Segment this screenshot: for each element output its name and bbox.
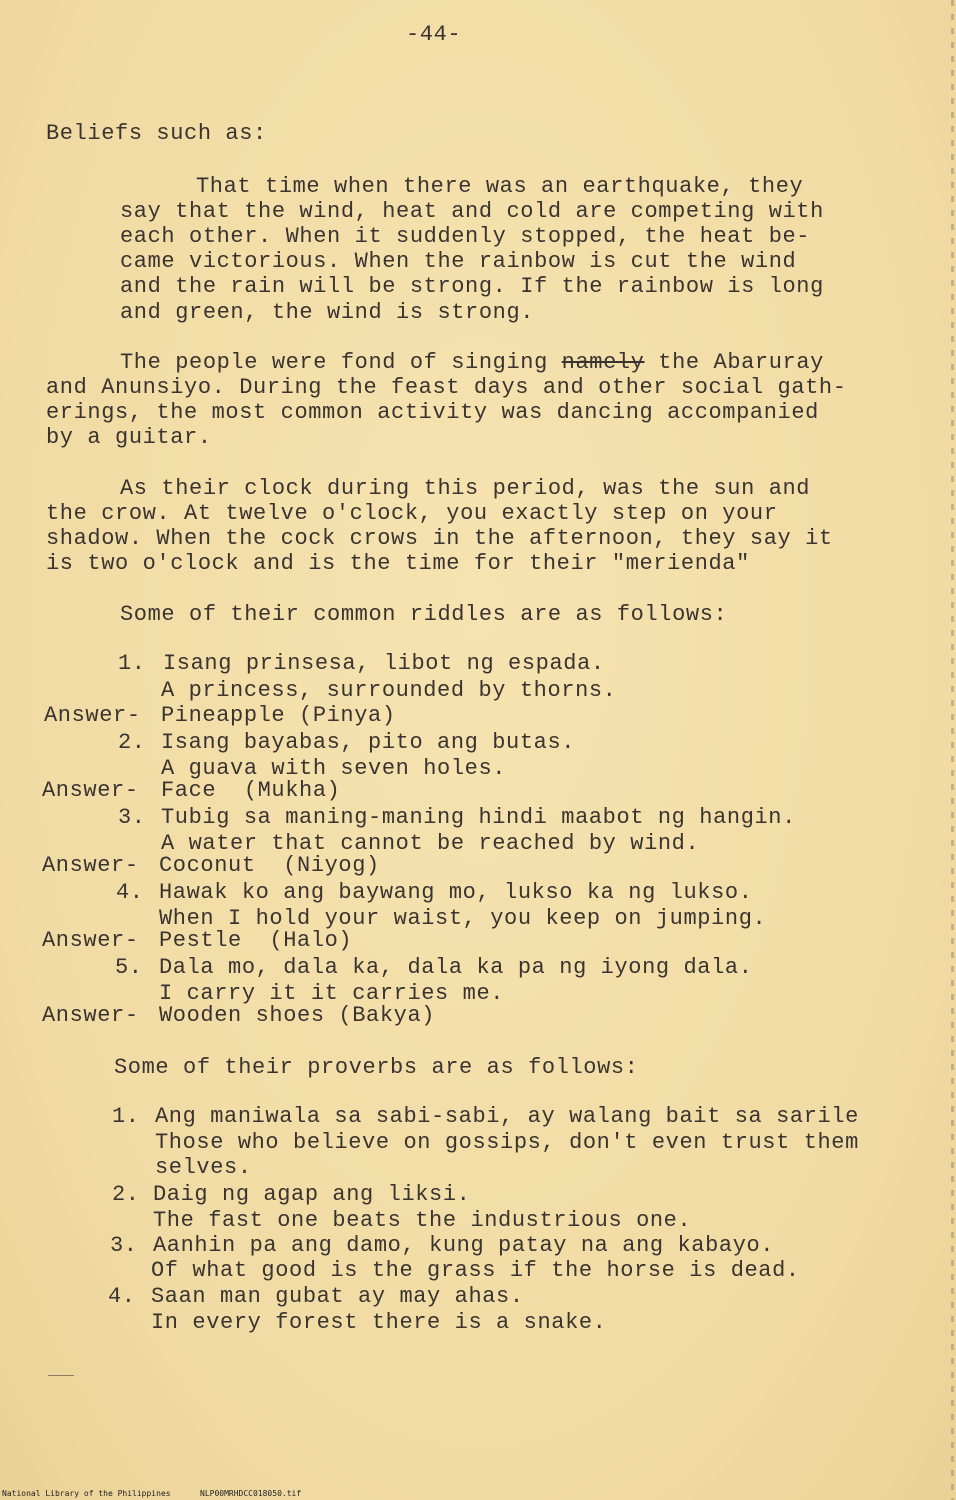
answer-label: Answer- <box>42 778 139 803</box>
riddle-number: 4. <box>116 880 144 905</box>
para2-text-b: the Abaruray <box>644 350 824 375</box>
proverbs-intro: Some of their proverbs are as follows: <box>114 1055 639 1080</box>
answer-label: Answer- <box>44 703 141 728</box>
riddle-english: I carry it it carries me. <box>159 981 505 1006</box>
riddle-tagalog: Hawak ko ang baywang mo, lukso ka ng lukso. <box>159 880 753 905</box>
footer-filename: NLP00MRHDCC018050.tif <box>200 1489 302 1498</box>
para2-line: by a guitar. <box>46 425 212 450</box>
para2-text-a: The people were fond of singing <box>120 350 562 375</box>
proverb-number: 3. <box>110 1233 138 1258</box>
para3-line: the crow. At twelve o'clock, you exactly step on your <box>46 501 778 526</box>
proverb-line: Daig ng agap ang liksi. <box>153 1182 471 1207</box>
para2-line: and Anunsiyo. During the feast days and other social gath- <box>46 375 847 400</box>
riddle-english: A princess, surrounded by thorns. <box>161 678 617 703</box>
proverb-line: Ang maniwala sa sabi-sabi, ay walang bait sa sarile <box>155 1104 859 1129</box>
riddle-number: 1. <box>118 651 146 676</box>
heading: Beliefs such as: <box>46 121 267 146</box>
riddle-answer: Pineapple (Pinya) <box>161 703 396 728</box>
riddle-number: 2. <box>118 730 146 755</box>
para2-line: erings, the most common activity was dancing accompanied <box>46 400 819 425</box>
riddle-tagalog: Isang prinsesa, libot ng espada. <box>163 651 605 676</box>
proverb-line: The fast one beats the industrious one. <box>153 1208 692 1233</box>
para3-line: is two o'clock and is the time for their "merienda" <box>46 551 750 576</box>
riddle-number: 5. <box>115 955 143 980</box>
proverb-line: Aanhin pa ang damo, kung patay na ang kabayo. <box>153 1233 775 1258</box>
footer-library: National Library of the Philippines <box>2 1489 171 1498</box>
answer-label: Answer- <box>42 853 139 878</box>
para3-line: As their clock during this period, was the sun and <box>120 476 811 501</box>
proverb-number: 4. <box>108 1284 136 1309</box>
riddle-english: A water that cannot be reached by wind. <box>161 831 700 856</box>
para1-line: That time when there was an earthquake, they <box>196 174 804 199</box>
struck-word: namely <box>561 350 645 375</box>
proverb-number: 2. <box>112 1182 140 1207</box>
riddle-tagalog: Tubig sa maning-maning hindi maabot ng hangin. <box>161 805 796 830</box>
riddle-answer: Wooden shoes (Bakya) <box>159 1003 436 1028</box>
riddle-english: When I hold your waist, you keep on jumping. <box>159 906 767 931</box>
riddle-tagalog: Dala mo, dala ka, dala ka pa ng iyong dala. <box>159 955 753 980</box>
page-number: -44- <box>406 22 462 47</box>
proverb-line: Those who believe on gossips, don't even trust them <box>155 1130 859 1155</box>
riddle-english: A guava with seven holes. <box>161 756 507 781</box>
para1-line: and green, the wind is strong. <box>120 300 535 325</box>
para1-line: each other. When it suddenly stopped, the heat be- <box>120 224 811 249</box>
proverb-line: selves. <box>155 1155 252 1180</box>
para2-line-1 <box>120 350 824 375</box>
para1-line: say that the wind, heat and cold are competing with <box>120 199 824 224</box>
para3-line: shadow. When the cock crows in the afternoon, they say it <box>46 526 833 551</box>
margin-mark <box>48 1375 74 1376</box>
riddle-number: 3. <box>118 805 146 830</box>
riddle-answer: Pestle (Halo) <box>159 928 353 953</box>
riddle-answer: Face (Mukha) <box>161 778 341 803</box>
riddle-answer: Coconut (Niyog) <box>159 853 380 878</box>
proverb-line: In every forest there is a snake. <box>151 1310 607 1335</box>
proverb-line: Of what good is the grass if the horse is dead. <box>151 1258 800 1283</box>
para1-line: came victorious. When the rainbow is cut the wind <box>120 249 797 274</box>
proverb-number: 1. <box>112 1104 140 1129</box>
riddle-tagalog: Isang bayabas, pito ang butas. <box>161 730 576 755</box>
answer-label: Answer- <box>42 1003 139 1028</box>
page-edge <box>951 0 954 1500</box>
proverb-line: Saan man gubat ay may ahas. <box>151 1284 524 1309</box>
para1-line: and the rain will be strong. If the rainbow is long <box>120 274 824 299</box>
riddles-intro: Some of their common riddles are as follows: <box>120 602 728 627</box>
answer-label: Answer- <box>42 928 139 953</box>
